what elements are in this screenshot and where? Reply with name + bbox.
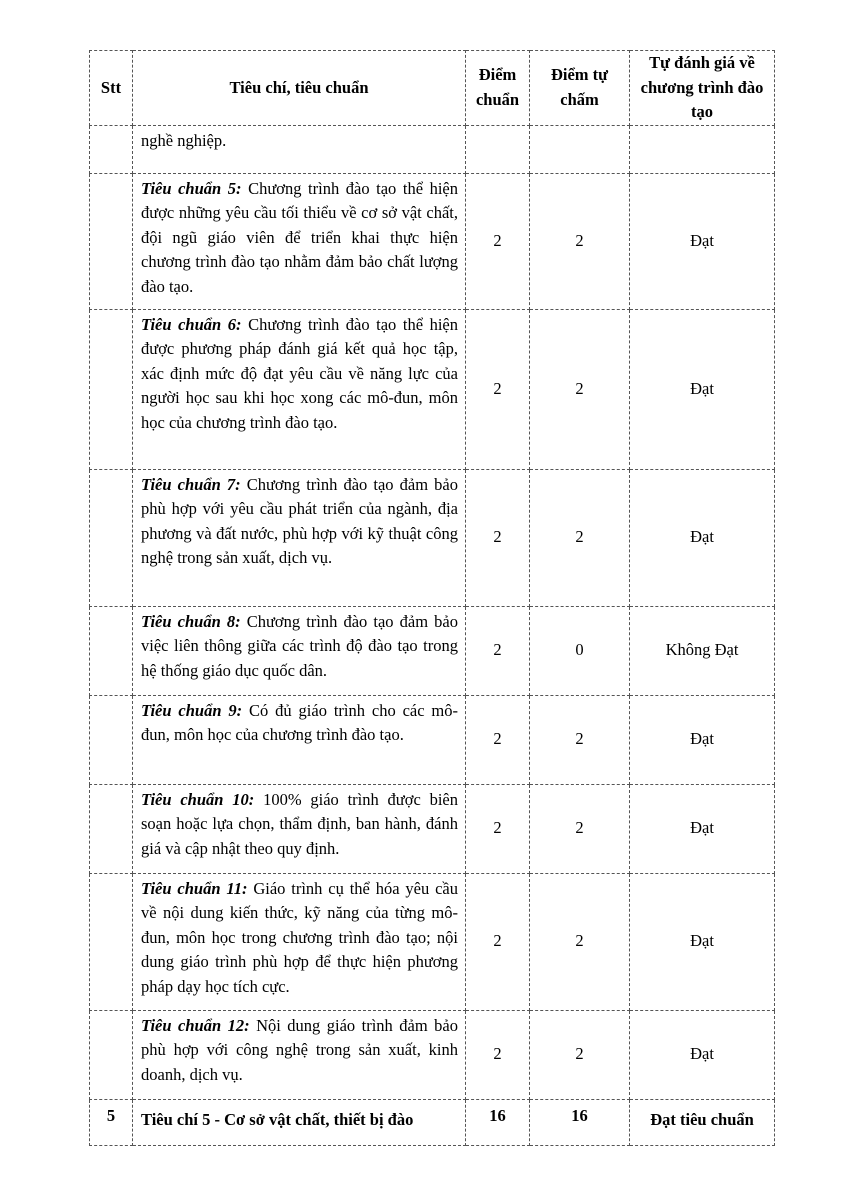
header-stt: Stt <box>90 51 133 126</box>
stt-cell <box>90 173 133 309</box>
criteria-cell <box>133 784 466 873</box>
stt-cell <box>90 125 133 173</box>
continuation-row <box>90 125 775 173</box>
evaluation-cell <box>630 125 775 173</box>
criteria-cell <box>133 173 466 309</box>
criteria-cell <box>133 309 466 469</box>
standard-score-cell: 2 <box>466 1010 530 1099</box>
self-score-cell: 2 <box>530 469 630 606</box>
evaluation-cell: Đạt <box>630 469 775 606</box>
standard-row <box>90 873 775 1010</box>
criteria-cell <box>133 873 466 1010</box>
criterion-row <box>90 1099 775 1145</box>
criteria-cell <box>133 1010 466 1099</box>
self-score-cell: 16 <box>530 1099 630 1145</box>
standard-score-cell: 2 <box>466 469 530 606</box>
evaluation-cell: Đạt tiêu chuẩn <box>630 1099 775 1145</box>
self-score-cell: 2 <box>530 873 630 1010</box>
standard-score-cell: 2 <box>466 606 530 695</box>
evaluation-cell: Đạt <box>630 695 775 784</box>
self-score-cell: 2 <box>530 309 630 469</box>
criteria-cell <box>133 606 466 695</box>
header-self-score: Điểm tự chấm <box>530 51 630 126</box>
standard-score-cell: 2 <box>466 309 530 469</box>
standard-text: 100% giáo trình được biên soạn hoặc lựa chọn, thẩm định, ban hành, đánh giá và cập nhật theo quy định. <box>141 789 458 858</box>
standard-label: Tiêu chuẩn 5: <box>141 178 242 198</box>
criteria-cell: nghề nghiệp. <box>133 125 466 173</box>
stt-cell <box>90 469 133 606</box>
standard-score-cell: 16 <box>466 1099 530 1145</box>
standard-row <box>90 695 775 784</box>
standard-label: Tiêu chuẩn 6: <box>141 314 242 334</box>
standard-score-cell: 2 <box>466 173 530 309</box>
standard-score-cell: 2 <box>466 695 530 784</box>
standard-text: Chương trình đào tạo đảm bảo việc liên thông giữa các trình độ đào tạo trong hệ thống giáo dục quốc dân. <box>141 611 458 680</box>
evaluation-cell: Đạt <box>630 784 775 873</box>
standard-row <box>90 606 775 695</box>
standard-row <box>90 469 775 606</box>
standard-text: Có đủ giáo trình cho các mô-đun, môn học của chương trình đào tạo. <box>141 700 458 744</box>
standard-label: Tiêu chuẩn 7: <box>141 474 241 494</box>
standard-text: Chương trình đào tạo đảm bảo phù hợp với yêu cầu phát triển của ngành, địa phương và đất nước, phù hợp với kỹ thuật công nghệ trong sản xuất, dịch vụ. <box>141 474 458 567</box>
standard-label: Tiêu chuẩn 9: <box>141 700 243 720</box>
header-row <box>90 51 775 126</box>
evaluation-cell: Không Đạt <box>630 606 775 695</box>
standard-text: Chương trình đào tạo thể hiện được những yêu cầu tối thiểu về cơ sở vật chất, đội ngũ giáo viên để triển khai thực hiện chương trình đào tạo nhằm đảm bảo chất lượng đào tạo. <box>141 178 458 296</box>
standard-label: Tiêu chuẩn 10: <box>141 789 255 809</box>
criteria-cell <box>133 695 466 784</box>
stt-cell <box>90 873 133 1010</box>
standard-row <box>90 784 775 873</box>
evaluation-cell: Đạt <box>630 309 775 469</box>
header-criteria: Tiêu chí, tiêu chuẩn <box>133 51 466 126</box>
standard-score-cell <box>466 125 530 173</box>
self-score-cell: 0 <box>530 606 630 695</box>
header-self-evaluation: Tự đánh giá về chương trình đào tạo <box>630 51 775 126</box>
standard-row <box>90 173 775 309</box>
standard-row <box>90 1010 775 1099</box>
stt-cell <box>90 606 133 695</box>
self-score-cell: 2 <box>530 173 630 309</box>
stt-cell <box>90 309 133 469</box>
stt-cell <box>90 784 133 873</box>
stt-cell <box>90 695 133 784</box>
evaluation-cell: Đạt <box>630 873 775 1010</box>
standard-text: Chương trình đào tạo thể hiện được phương pháp đánh giá kết quả học tập, xác định mức độ đạt yêu cầu về năng lực của người học sau khi học xong các mô-đun, môn học của chương trình đào tạo. <box>141 314 458 432</box>
standard-score-cell: 2 <box>466 873 530 1010</box>
standard-row <box>90 309 775 469</box>
standard-label: Tiêu chuẩn 8: <box>141 611 241 631</box>
standard-score-cell: 2 <box>466 784 530 873</box>
standard-text: Giáo trình cụ thể hóa yêu cầu về nội dung kiến thức, kỹ năng của từng mô-đun, môn học trong chương trình đào tạo; nội dung giáo trình phù hợp để thực hiện phương pháp dạy học tích cực. <box>141 878 458 996</box>
standard-label: Tiêu chuẩn 11: <box>141 878 248 898</box>
evaluation-cell: Đạt <box>630 1010 775 1099</box>
header-standard-score: Điểm chuẩn <box>466 51 530 126</box>
standard-text: Nội dung giáo trình đảm bảo phù hợp với công nghệ trong sản xuất, kinh doanh, dịch vụ. <box>141 1015 458 1084</box>
self-score-cell <box>530 125 630 173</box>
evaluation-table <box>89 50 775 1146</box>
criteria-cell <box>133 469 466 606</box>
stt-cell: 5 <box>90 1099 133 1145</box>
self-score-cell: 2 <box>530 695 630 784</box>
stt-cell <box>90 1010 133 1099</box>
standard-label: Tiêu chuẩn 12: <box>141 1015 250 1035</box>
criterion-title: Tiêu chí 5 - Cơ sở vật chất, thiết bị đào <box>133 1099 466 1145</box>
self-score-cell: 2 <box>530 1010 630 1099</box>
self-score-cell: 2 <box>530 784 630 873</box>
evaluation-cell: Đạt <box>630 173 775 309</box>
